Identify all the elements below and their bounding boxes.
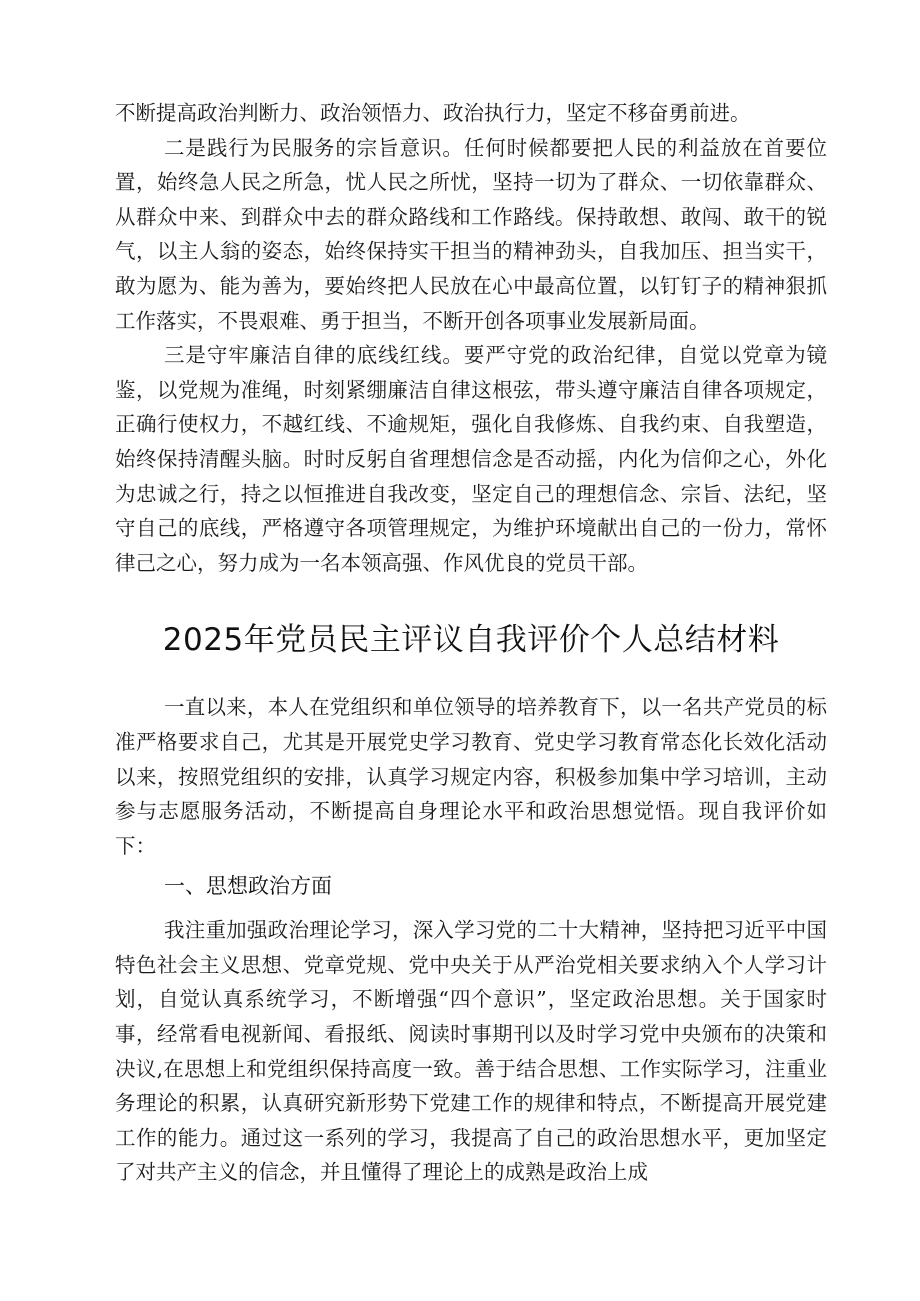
document-title: 2025年党员民主评议自我评价个人总结材料 bbox=[162, 622, 780, 659]
section-one-paragraph: 我注重加强政治理论学习，深入学习党的二十大精神，坚持把习近平中国特色社会主义思想、党章党规、党中央关于从严治党相关要求纳入个人学习计划，自觉认真系统学习，不断增强“四个意识”，坚定政治思想。关于国家时事，经常看电视新闻、看报纸、阅读时事期刊以及时学习党中央颁布的决策和决议,在思想上和党组织保持高度一致。善于结合思想、工作实际学习，注重业务理论的积累，认真研究新形势下党建工作的规律和特点，不断提高开展党建工作的能力。通过这一系列的学习，我提高了自己的政治思想水平，更加坚定了对共产主义的信念，并且懂得了理论上的成熟是政治上成 bbox=[115, 918, 827, 1185]
point-two-paragraph: 二是践行为民服务的宗旨意识。任何时候都要把人民的利益放在首要位置，始终急人民之所急，忧人民之所忧，坚持一切为了群众、一切依靠群众、从群众中来、到群众中去的群众路线和工作路线。保持敢想、敢闯、敢干的锐气，以主人翁的姿态，始终保持实干担当的精神劲头，自我加压、担当实干，敢为愿为、能为善为，要始终把人民放在心中最高位置，以钉钉子的精神狠抓工作落实，不畏艰难、勇于担当，不断开创各项事业发展新局面。 bbox=[115, 135, 827, 333]
document-body bbox=[115, 96, 827, 1190]
point-three-paragraph: 三是守牢廉洁自律的底线红线。要严守党的政治纪律，自觉以党章为镜鉴，以党规为准绳，时刻紧绷廉洁自律这根弦，带头遵守廉洁自律各项规定，正确行使权力，不越红线、不逾规矩，强化自我修炼、自我约束、自我塑造，始终保持清醒头脑。时时反躬自省理想信念是否动摇，内化为信仰之心，外化为忠诚之行，持之以恒推进自我改变，坚定自己的理想信念、宗旨、法纪，坚守自己的底线，严格遵守各项管理规定，为维护环境献出自己的一份力，常怀律己之心，努力成为一名本领高强、作风优良的党员干部。 bbox=[115, 343, 827, 575]
continuation-paragraph: 不断提高政治判断力、政治领悟力、政治执行力，坚定不移奋勇前进。 bbox=[115, 101, 751, 125]
section-one-heading: 一、思想政治方面 bbox=[164, 874, 332, 899]
intro-paragraph: 一直以来，本人在党组织和单位领导的培养教育下，以一名共产党员的标准严格要求自己，尤其是开展党史学习教育、党史学习教育常态化长效化活动以来，按照党组织的安排，认真学习规定内容，积极参加集中学习培训，主动参与志愿服务活动，不断提高自身理论水平和政治思想觉悟。现自我评价如下： bbox=[115, 695, 827, 858]
